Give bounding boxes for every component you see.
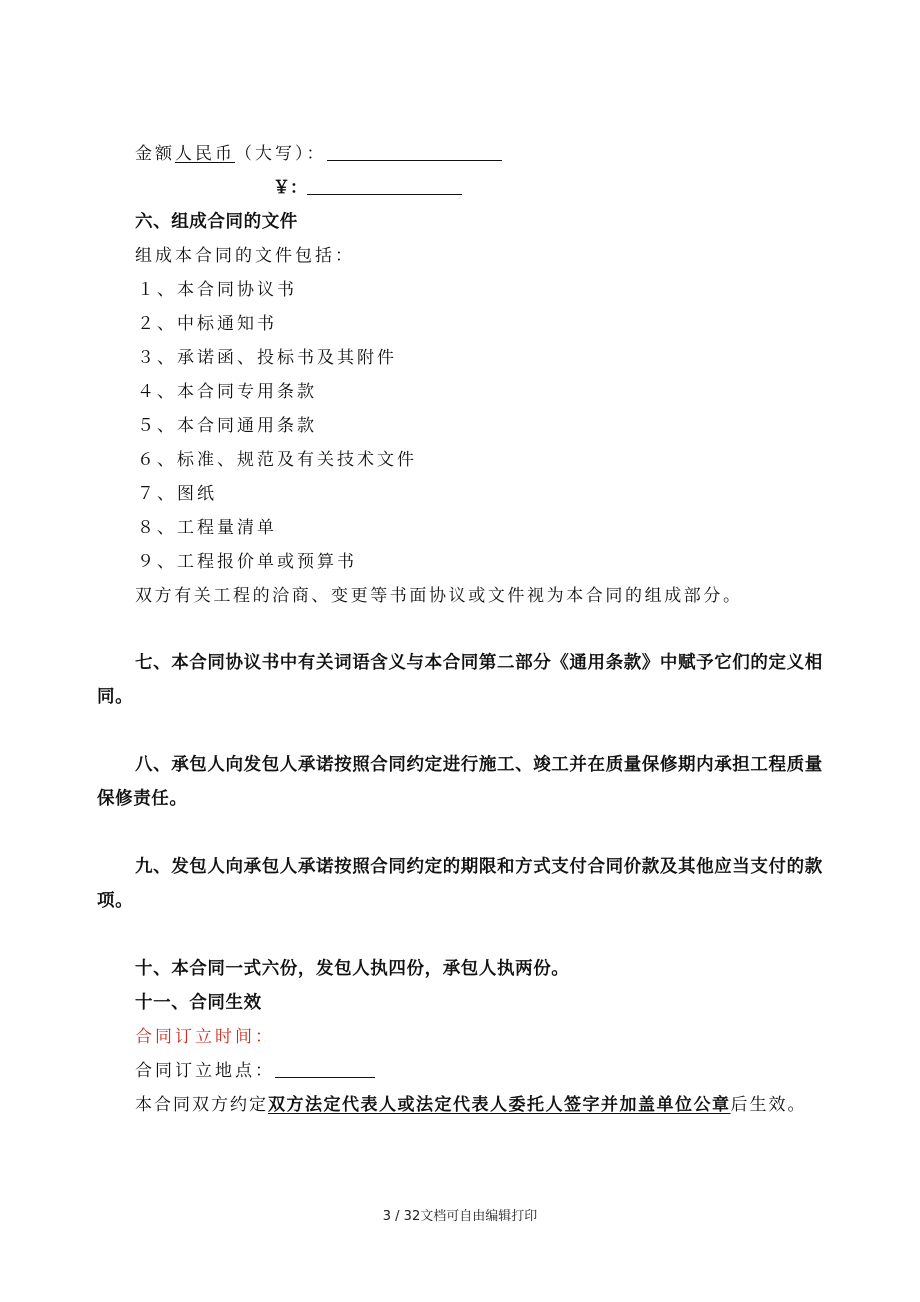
section6-closing: 双方有关工程的洽商、变更等书面协议或文件视为本合同的组成部分。 (135, 586, 743, 606)
section11-title: 十一、合同生效 (135, 993, 262, 1013)
amount-words-blank[interactable] (327, 144, 502, 161)
amount-yen-line (273, 177, 462, 199)
section9-line1: 九、发包人向承包人承诺按照合同约定的期限和方式支付合同价款及其他应当支付的款 (135, 857, 823, 877)
effect-clause (135, 1094, 807, 1116)
list-item: ６、标准、规范及有关技术文件 (137, 450, 417, 470)
effect-suffix: 后生效。 (730, 1095, 807, 1115)
list-item: ８、工程量清单 (137, 518, 277, 538)
contract-place-label: 合同订立地点： (135, 1061, 275, 1081)
amount-currency: 人民币 (175, 144, 235, 164)
list-item: ３、承诺函、投标书及其附件 (137, 348, 397, 368)
page-footer: 3 / 32文档可自由编辑打印 (382, 1209, 538, 1224)
effect-condition: 双方法定代表人或法定代表人委托人签字并加盖单位公章 (268, 1095, 731, 1115)
list-item: ７、图纸 (137, 484, 217, 504)
contract-place-line (135, 1060, 375, 1082)
list-item: ４、本合同专用条款 (137, 382, 317, 402)
section6-intro: 组成本合同的文件包括： (135, 246, 355, 266)
list-item: ９、工程报价单或预算书 (137, 552, 357, 572)
amount-figures-blank[interactable] (307, 178, 462, 195)
section8-line1: 八、承包人向发包人承诺按照合同约定进行施工、竣工并在质量保修期内承担工程质量 (135, 755, 823, 775)
list-item: ２、中标通知书 (137, 314, 277, 334)
yen-label: ￥： (273, 178, 307, 198)
section10-text: 十、本合同一式六份，发包人执四份，承包人执两份。 (135, 959, 570, 979)
amount-label-suffix: （大写）： (235, 144, 327, 164)
contract-place-blank[interactable] (275, 1061, 375, 1078)
effect-prefix: 本合同双方约定 (135, 1095, 268, 1115)
list-item: ５、本合同通用条款 (137, 416, 317, 436)
list-item: １、本合同协议书 (137, 280, 297, 300)
amount-line (135, 143, 502, 165)
section9-line2: 项。 (97, 891, 134, 911)
section7-line2: 同。 (97, 687, 134, 707)
section8-line2: 保修责任。 (97, 789, 188, 809)
section7-line1: 七、本合同协议书中有关词语含义与本合同第二部分《通用条款》中赋予它们的定义相 (135, 653, 823, 673)
contract-time-label: 合同订立时间： (135, 1027, 275, 1047)
amount-label: 金额 (135, 144, 175, 164)
section6-title: 六、组成合同的文件 (135, 212, 298, 232)
